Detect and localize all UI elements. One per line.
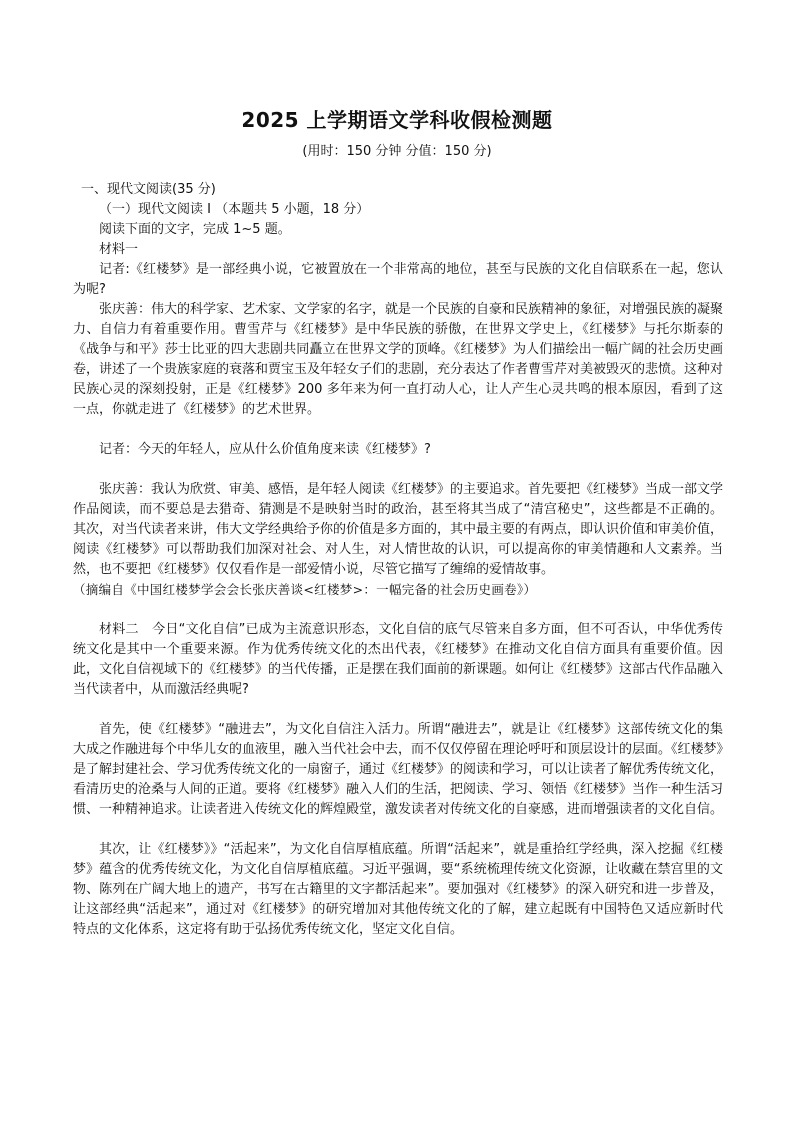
material-one-paragraph-4: 张庆善：我认为欣赏、审美、感悟，是年轻人阅读《红楼梦》的主要追求。首先要把《红楼梦》当成一部文学作品阅读，而不要总是去猎奇、猜测是不是映射当时的政治，甚至将其当成了“清宫秘史”，这些都是不正确的。其次，对当代读者来讲，伟大文学经典给予你的价值是多方面的，其中最主要的有两点，即认识价值和审美价值，阅读《红楼梦》可以帮助我们加深对社会、对人生，对人情世故的认识，可以提高你的审美情趣和人文素养。当然，也不要把《红楼梦》仅仅看作是一部爱情小说，尽管它描写了缠绵的爱情故事。 [73,482,724,577]
spacer [73,700,723,720]
material-two-paragraph-2: 首先，使《红楼梦》“融进去”，为文化自信注入活力。所谓“融进去”，就是让《红楼梦》这部传统文化的集大成之作融进每个中华儿女的血液里，融入当代社会中去，而不仅仅停留在理论呼吁和顶层设计的层面。《红楼梦》是了解封建社会、学习优秀传统文化的一扇窗子，通过《红楼梦》的阅读和学习，可以让读者了解优秀传统文化，看清历史的沧桑与人间的正道。要将《红楼梦》融入人们的生活，把阅读、学习、领悟《红楼梦》当作一种生活习惯、一种精神追求。让读者进入传统文化的辉煌殿堂，激发读者对传统文化的自豪感，进而增强读者的文化自信。 [73,722,724,817]
material-two-paragraph-3: 其次，让《红楼梦》》“活起来”，为文化自信厚植底蕴。所谓“活起来”，就是重拾红学经典，深入挖掘《红楼梦》蕴含的优秀传统文化，为文化自信厚植底蕴。习近平强调，要“系统梳理传统文化资源，让收藏在禁宫里的文物、陈列在广阔大地上的遗产，书写在古籍里的文字都活起来”。要加强对《红楼梦》的深入研究和进一步普及，让这部经典“活起来”，通过对《红楼梦》的研究增加对其他传统文化的了解，建立起既有中国特色又适应新时代特点的文化体系，这定将有助于弘扬优秀传统文化，坚定文化自信。 [73,842,723,937]
material-two-paragraph-1: 材料二 今日“文化自信”已成为主流意识形态，文化自信的底气尽管来自多方面，但不可否认，中华优秀传统文化是其中一个重要来源。作为优秀传统文化的杰出代表，《红楼梦》在推动文化自信方面具有重要价值。因此，文化自信视域下的《红楼梦》的当代传播，正是摆在我们面前的新课题。如何让《红楼梦》这部古代作品融入当代读者中，从而激活经典呢? [73,622,724,697]
spacer [73,420,723,440]
spacer [73,820,723,840]
subsection-heading: （一）现代文阅读 I （本题共 5 小题，18 分） [99,202,370,217]
spacer [73,460,723,480]
exam-info: (用时：150 分钟 分值：150 分) [302,144,492,159]
material-one-paragraph-2: 张庆善：伟大的科学家、艺术家、文学家的名字，就是一个民族的自豪和民族精神的象征，对增强民族的凝聚力、自信力有着重要作用。曹雪芹与《红楼梦》是中华民族的骄傲，在世界文学史上，《红楼梦》与托尔斯泰的《战争与和平》莎士比亚的四大悲剧共同矗立在世界文学的顶峰。《红楼梦》为人们描绘出一幅广阔的社会历史画卷，讲述了一个贵族家庭的衰落和贾宝玉及年轻女子们的悲剧，充分表达了作者曹雪芹对美被毁灭的悲愤。这种对民族心灵的深刻投射，正是《红楼梦》200 多年来为何一直打动人心，让人产生心灵共鸣的根本原因，看到了这一点，你就走进了《红楼梦》的艺术世界。 [73,302,724,417]
spacer [73,600,723,620]
material-one-label: 材料一 [99,242,139,257]
material-one-paragraph-3: 记者：今天的年轻人，应从什么价值角度来读《红楼梦》? [99,442,431,457]
exam-title: 2025 上学期语文学科收假检测题 [241,108,553,132]
section-heading: 一、现代文阅读(35 分) [81,182,216,197]
exam-content [73,180,723,940]
material-one-paragraph-1: 记者:《红楼梦》是一部经典小说，它被置放在一个非常高的地位，甚至与民族的文化自信联系在一起，您认为呢? [73,262,723,297]
instruction: 阅读下面的文字，完成 1~5 题。 [99,222,291,237]
source-citation: （摘编自《中国红楼梦学会会长张庆善谈<红楼梦>：一幅完备的社会历史画卷》） [73,582,537,597]
